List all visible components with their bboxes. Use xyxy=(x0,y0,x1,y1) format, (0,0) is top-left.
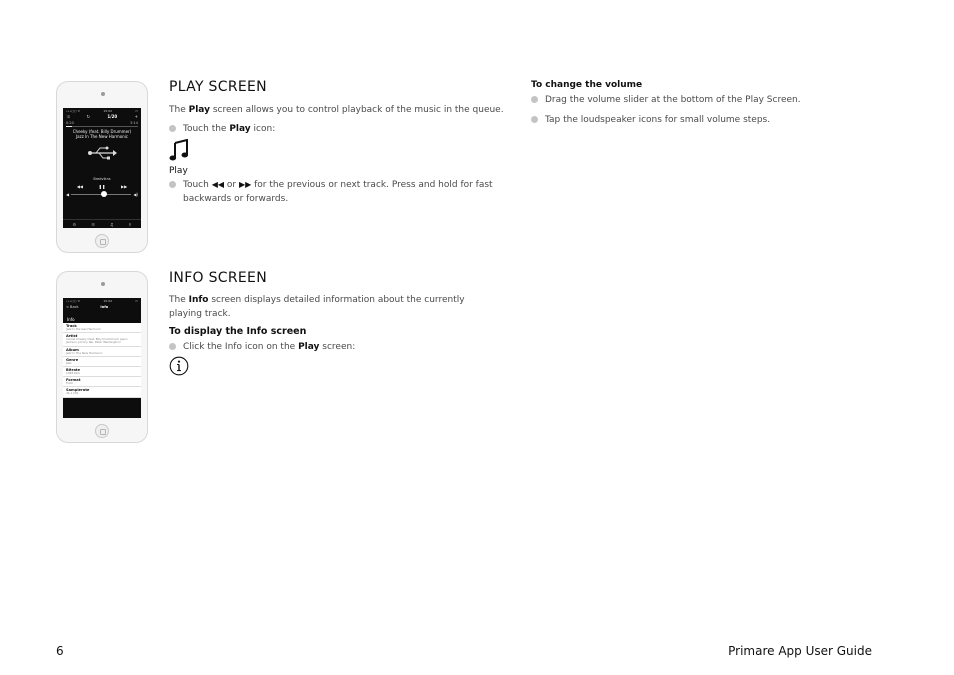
bullet-text: Click the Info icon on the xyxy=(183,342,299,352)
change-volume-heading: To change the volume xyxy=(531,80,643,90)
info-list-header: Info xyxy=(67,317,75,322)
info-value: Jazz In The New Harmonic xyxy=(66,350,103,355)
volume-slider xyxy=(63,189,141,197)
info-row-samplerate xyxy=(63,387,141,397)
info-nav-title: Info xyxy=(100,305,109,309)
home-button xyxy=(95,424,109,438)
intro-bold: Info xyxy=(188,295,209,305)
volume-down-icon: ◀ xyxy=(66,192,70,197)
zone-name: Bredvikns xyxy=(93,177,111,181)
progress-fill xyxy=(66,126,72,127)
display-info-subheading: To display the Info screen xyxy=(169,326,307,337)
music-note-icon xyxy=(169,139,189,161)
info-screen-phone-image xyxy=(56,271,148,443)
front-camera xyxy=(101,282,105,286)
bullet-text-end: for the previous or next track. Press and hold for fast backwards or forwards. xyxy=(183,180,493,204)
track-progress xyxy=(66,126,138,127)
play-top-bar xyxy=(63,113,141,120)
previous-track-icon: ◀◀ xyxy=(76,184,83,189)
info-key: Bitrate xyxy=(66,368,81,373)
intro-bold: Play xyxy=(188,105,210,115)
battery-icon: ▭ xyxy=(135,299,138,303)
volume-bullet-1 xyxy=(531,93,831,107)
bullet-text-end: icon: xyxy=(250,124,276,134)
bottom-tab-bar xyxy=(63,219,141,228)
track-title-line1: Cheeky (feat. Billy Drummer) xyxy=(72,129,132,134)
intro-text-end: screen allows you to control playback of the music in the queue. xyxy=(209,105,504,115)
play-icon-caption: Play xyxy=(169,166,188,176)
tab-play-icon: ♫ xyxy=(109,222,114,227)
info-value: Jazz In the Gas Harmonic xyxy=(66,327,101,331)
info-row-genre xyxy=(63,357,141,367)
tab-browse-icon: ☰ xyxy=(91,222,95,227)
volume-bullet-2 xyxy=(531,113,831,127)
info-list xyxy=(63,323,141,398)
previous-track-glyph: ◀◀ xyxy=(211,180,225,189)
repeat-icon: ↻ xyxy=(86,114,90,119)
info-value: Cecilia Cheeky (feat. Billy Drummond, Jason Jackson, Johnny Rei, Peter Washington) xyxy=(66,337,128,345)
volume-up-icon: ◀) xyxy=(133,192,138,197)
battery-icon: ▭ xyxy=(135,109,138,113)
track-times xyxy=(63,120,141,125)
info-icon xyxy=(169,356,189,376)
info-key: Album xyxy=(66,347,79,352)
play-screen-display xyxy=(63,108,141,228)
status-time: 15:02 xyxy=(103,299,113,303)
info-key: Artist xyxy=(66,334,78,339)
info-row-format xyxy=(63,377,141,387)
track-title-line2: Jazz In The New Harmonic xyxy=(75,134,129,139)
bullet-dot xyxy=(531,116,538,123)
guide-title: Primare App User Guide xyxy=(728,644,872,658)
next-track-glyph: ▶▶ xyxy=(238,180,252,189)
transport-controls xyxy=(63,181,141,189)
play-screen-heading: PLAY SCREEN xyxy=(169,79,267,95)
add-icon: + xyxy=(134,114,138,119)
status-signal: •••○○ ᯤ xyxy=(66,109,81,113)
info-key: Samplerate xyxy=(66,388,90,393)
info-nav-bar xyxy=(63,303,141,311)
info-value: FLAC xyxy=(66,381,74,386)
info-key: Genre xyxy=(66,357,79,362)
usb-source-icon xyxy=(63,139,141,175)
bullet-dot xyxy=(531,96,538,103)
bullet-dot xyxy=(169,125,176,132)
info-screen-heading: INFO SCREEN xyxy=(169,270,267,286)
volume-knob xyxy=(101,191,107,197)
intro-text-end: screen displays detailed information about the currently playing track. xyxy=(169,295,465,319)
total-time: 3:14 xyxy=(130,121,138,125)
info-row-artist xyxy=(63,333,141,346)
home-button xyxy=(95,234,109,248)
info-row-bitrate xyxy=(63,367,141,377)
page-number: 6 xyxy=(56,644,64,658)
volume-track xyxy=(71,194,131,195)
track-title xyxy=(63,128,141,139)
bullet-text: Drag the volume slider at the bottom of the Play Screen. xyxy=(545,95,801,105)
info-row-album xyxy=(63,347,141,357)
status-signal: •••○○ ᯤ xyxy=(66,299,81,303)
info-value: Jazz xyxy=(66,360,72,365)
status-time: 15:02 xyxy=(103,109,113,113)
info-value: 1058 kb/s xyxy=(66,371,80,376)
tab-search-icon: ⚲ xyxy=(128,222,132,227)
bullet-dot xyxy=(169,343,176,350)
pause-icon: ❚❚ xyxy=(98,184,106,189)
front-camera xyxy=(101,92,105,96)
info-key: Track xyxy=(66,324,77,328)
bullet-bold: Play xyxy=(229,124,251,134)
bullet-text: Touch the xyxy=(183,124,230,134)
bullet-bold: Play xyxy=(298,342,320,352)
next-track-icon: ▶▶ xyxy=(121,184,128,189)
info-value: 44.1 kHz xyxy=(66,391,79,396)
click-info-bullet xyxy=(169,340,499,354)
bullet-text: Touch xyxy=(183,180,212,190)
bullet-dot xyxy=(169,181,176,188)
elapsed-time: 0:20 xyxy=(66,121,74,125)
bullet-text-or: or xyxy=(224,180,239,190)
info-row-track xyxy=(63,323,141,333)
bullet-text: Tap the loudspeaker icons for small volume steps. xyxy=(545,115,771,125)
info-screen-intro xyxy=(169,293,499,321)
play-screen-phone-image xyxy=(56,81,148,253)
touch-play-bullet xyxy=(169,122,499,136)
info-key: Format xyxy=(66,378,81,383)
intro-text: The xyxy=(169,105,189,115)
intro-text: The xyxy=(169,295,189,305)
play-screen-intro xyxy=(169,103,509,117)
info-screen-display xyxy=(63,298,141,418)
back-button: < Back xyxy=(66,305,79,309)
queue-position: 1/20 xyxy=(107,114,118,119)
bullet-text-end: screen: xyxy=(319,342,356,352)
shuffle-icon: ⤨ xyxy=(66,114,70,119)
skip-track-bullet xyxy=(169,178,505,206)
tab-settings-icon: ⚙ xyxy=(72,222,77,227)
